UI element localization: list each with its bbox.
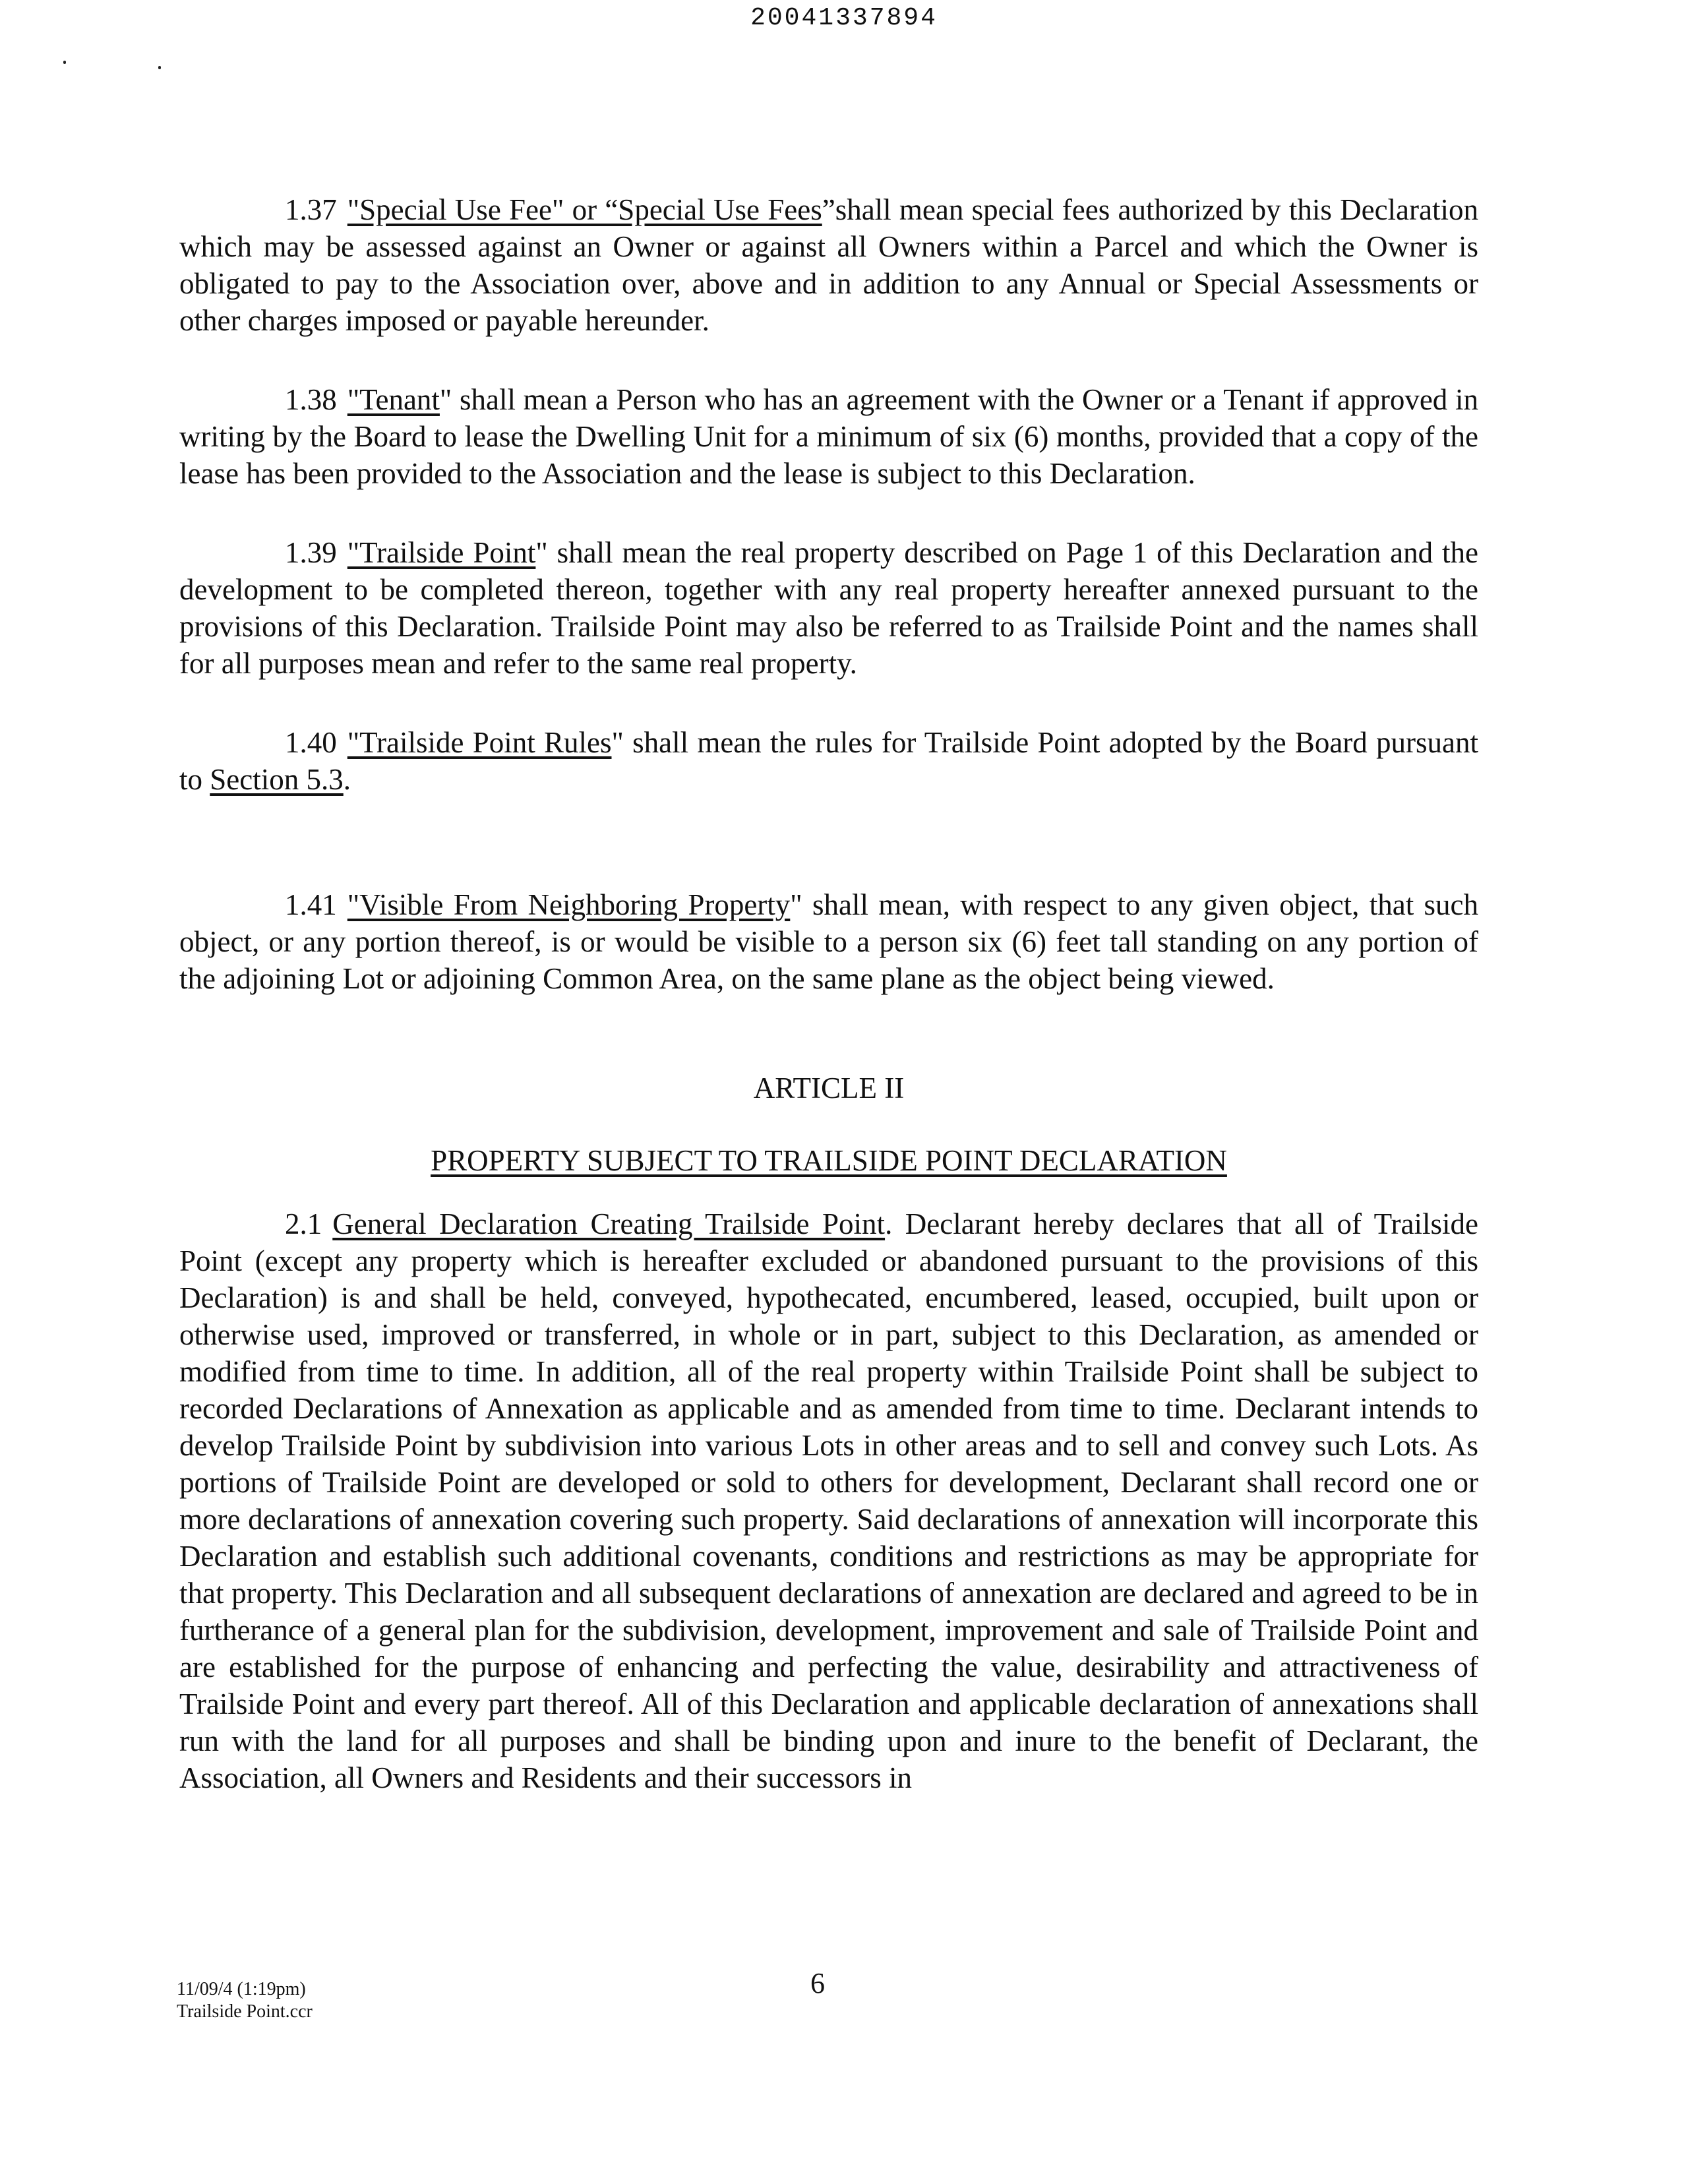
definition-1-39	[179, 534, 1478, 682]
article-title-text: PROPERTY SUBJECT TO TRAILSIDE POINT DECLARATION	[431, 1144, 1227, 1177]
section-reference: Section 5.3	[210, 763, 344, 796]
definition-end: .	[343, 763, 351, 796]
definition-1-37	[179, 191, 1478, 339]
page-number: 6	[810, 1967, 825, 1999]
definition-text: " shall mean the real property described on Page 1 of this Declaration and the development to be completed thereon, together with any real property hereafter annexed pursuant to the provisions of this Declaration. Trailside Point may also be referred to as Trailside Point and the names shall for all purposes mean and refer to the same real property.	[179, 536, 1479, 680]
section-number: 2.1	[285, 1207, 322, 1240]
definition-1-40	[179, 724, 1478, 798]
footer-date: 11/09/4 (1:19pm)	[177, 1979, 306, 1999]
section-2-1	[179, 1205, 1478, 1796]
section-number: 1.41	[285, 888, 337, 921]
section-number: 1.40	[285, 726, 337, 759]
article-title	[179, 1142, 1478, 1179]
definition-text: " shall mean a Person who has an agreement with the Owner or a Tenant if approved in writing by the Board to lease the Dwelling Unit for a minimum of six (6) months, provided that a copy of the lease has been provided to the Association and the lease is subject to this Declaration.	[179, 383, 1478, 490]
section-number: 1.39	[285, 536, 337, 569]
spacer	[179, 840, 1478, 886]
definition-1-41	[179, 886, 1478, 997]
footer-filename: Trailside Point.ccr	[177, 2001, 313, 2022]
document-body	[179, 191, 1478, 1796]
section-text: . Declarant hereby declares that all of Trailside Point (except any property which is hereafter excluded or abandoned pursuant to the provisions of this Declaration) is and shall be held, conveyed, hypothecated, encumbered, leased, occupied, built upon or otherwise used, improved or transferred, in whole or in part, subject to this Declaration, as amended or modified from time to time. In addition, all of the real property within Trailside Point shall be subject to recorded Declarations of Annexation as applicable and as amended from time to time. Declarant intends to develop Trailside Point by subdivision into various Lots in other areas and to sell and convey such Lots. As portions of Trailside Point are developed or sold to others for development, Declarant shall record one or more declarations of annexation covering such property. Said declarations of annexation will incorporate this Declaration and establish such additional covenants, conditions and restrictions as may be appropriate for that property. This Declaration and all subsequent declarations of annexation are declared and agreed to be in furtherance of a general plan for the subdivision, development, improvement and sale of Trailside Point and are established for the purpose of enhancing and perfecting the value, desirability and attractiveness of Trailside Point and every part thereof. All of this Declaration and applicable declaration of annexations shall run with the land for all purposes and shall be binding upon and inure to the benefit of Declarant, the Association, all Owners and Residents and their successors in	[179, 1207, 1478, 1794]
definition-1-38	[179, 381, 1478, 492]
scan-speck	[63, 61, 66, 64]
scan-speck	[158, 66, 161, 69]
section-title: General Declaration Creating Trailside Point	[332, 1207, 886, 1240]
article-heading: ARTICLE II	[753, 1072, 905, 1105]
defined-term: "Trailside Point Rules	[347, 726, 612, 759]
defined-term: "Special Use Fee" or “Special Use Fees	[347, 193, 822, 226]
defined-term: "Trailside Point	[347, 536, 536, 569]
definition-text: ”shall mean special fees authorized by this Declaration which may be assessed against an Owner or against all Owners within a Parcel and which the Owner is obligated to pay to the Association over, above and in addition to any Annual or Special Assessments or other charges imposed or payable hereunder.	[179, 193, 1478, 337]
footer-info	[177, 1978, 313, 2023]
definition-text: " shall mean, with respect to any given object, that such object, or any portion thereof, is or would be visible to a person six (6) feet tall standing on any portion of the adjoining Lot or adjoining Common Area, on the same plane as the object being viewed.	[179, 888, 1478, 995]
defined-term: "Visible From Neighboring Property	[347, 888, 791, 921]
section-number: 1.37	[285, 193, 337, 226]
definition-text: " shall mean the rules for Trailside Point adopted by the Board pursuant to	[179, 726, 1478, 796]
section-number: 1.38	[285, 383, 337, 416]
defined-term: "Tenant	[347, 383, 440, 416]
recording-number: 20041337894	[750, 4, 938, 32]
